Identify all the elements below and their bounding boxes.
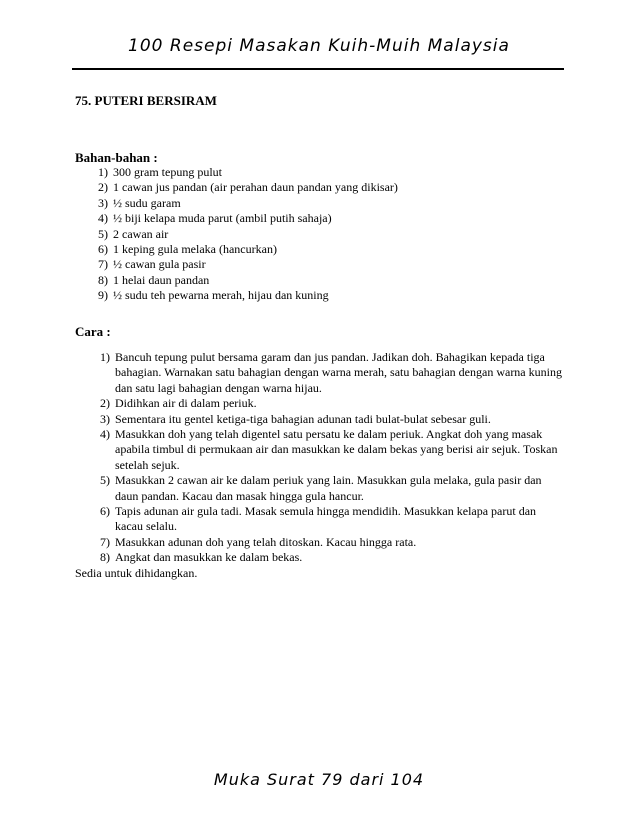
step-item-number: 3) <box>100 411 110 426</box>
closing-text: Sedia untuk dihidangkan. <box>75 566 198 580</box>
step-item <box>75 427 565 473</box>
step-item <box>75 473 565 504</box>
ingredient-item-text: 300 gram tepung pulut <box>113 165 222 179</box>
step-item-number: 8) <box>100 550 110 565</box>
method-heading: Cara : <box>75 324 111 339</box>
ingredient-item-number: 5) <box>98 226 108 241</box>
ingredient-item-number: 2) <box>98 180 108 195</box>
step-item <box>75 396 565 411</box>
step-item-text: Didihkan air di dalam periuk. <box>115 396 257 411</box>
ingredient-item-number: 7) <box>98 257 108 272</box>
steps-list <box>75 350 565 566</box>
ingredient-item-text: 1 keping gula melaka (hancurkan) <box>113 242 277 257</box>
step-item <box>75 350 565 396</box>
step-item-number: 4) <box>100 427 110 442</box>
ingredient-item-number: 9) <box>98 288 108 303</box>
step-item-text: Angkat dan masukkan ke dalam bekas. <box>115 550 303 565</box>
step-item <box>75 504 565 535</box>
ingredient-item-text: ½ sudu garam <box>113 195 181 210</box>
ingredient-item-text: ½ cawan gula pasir <box>113 257 206 272</box>
ingredient-item <box>75 180 555 195</box>
page-footer: Muka Surat 79 dari 104 <box>213 770 425 789</box>
step-item-text: Masukkan doh yang telah digentel satu persatu ke dalam periuk. Angkat doh yang masak apabila timbul di permukaan air dan masukkan ke dalam bekas yang berisi air sejuk. Toskan setelah sejuk. <box>115 427 558 472</box>
header-title: 100 Resepi Masakan Kuih-Muih Malaysia <box>128 36 510 56</box>
step-item-number: 5) <box>100 473 110 488</box>
step-item <box>75 550 565 565</box>
ingredients-heading: Bahan-bahan : <box>75 150 158 165</box>
ingredient-item <box>75 257 555 272</box>
ingredient-item <box>75 227 555 242</box>
ingredient-item-number: 8) <box>98 272 108 287</box>
ingredient-item-number: 6) <box>98 242 108 257</box>
step-item-number: 1) <box>100 350 110 364</box>
ingredient-item <box>75 273 555 288</box>
step-item <box>75 412 565 427</box>
step-item-text: Sementara itu gentel ketiga-tiga bahagian adunan tadi bulat-bulat sebesar guli. <box>115 411 491 426</box>
step-item-number: 6) <box>100 504 110 519</box>
ingredient-item-number: 1) <box>98 165 108 179</box>
ingredient-item <box>75 196 555 211</box>
step-item-number: 7) <box>100 534 110 549</box>
step-item-text: Tapis adunan air gula tadi. Masak semula hingga mendidih. Masukkan kelapa parut dan kacau selalu. <box>115 504 537 534</box>
ingredient-item <box>75 165 555 180</box>
ingredient-item-number: 3) <box>98 195 108 210</box>
step-item-text: Masukkan adunan doh yang telah ditoskan. Kacau hingga rata. <box>115 534 417 549</box>
ingredients-list <box>75 165 555 304</box>
recipe-title: 75. PUTERI BERSIRAM <box>75 93 217 108</box>
ingredient-item-text: ½ biji kelapa muda parut (ambil putih sahaja) <box>113 211 332 226</box>
step-item-text: Bancuh tepung pulut bersama garam dan jus pandan. Jadikan doh. Bahagikan kepada tiga bahagian. Warnakan satu bahagian dengan warna merah, satu bahagian dengan warna kuning dan satu lagi bahagian dengan warna hijau. <box>115 350 562 395</box>
ingredient-item <box>75 242 555 257</box>
ingredient-item-text: 1 helai daun pandan <box>113 272 210 287</box>
ingredient-item-number: 4) <box>98 211 108 226</box>
step-item-text: Masukkan 2 cawan air ke dalam periuk yang lain. Masukkan gula melaka, gula pasir dan daun pandan. Kacau dan masak hingga gula hancur. <box>115 473 542 503</box>
ingredient-item-text: 1 cawan jus pandan (air perahan daun pandan yang dikisar) <box>113 180 398 195</box>
step-item <box>75 535 565 550</box>
header-rule <box>72 68 564 70</box>
step-item-number: 2) <box>100 396 110 411</box>
ingredient-item <box>75 288 555 303</box>
ingredient-item <box>75 211 555 226</box>
ingredient-item-text: ½ sudu teh pewarna merah, hijau dan kuning <box>113 288 329 303</box>
ingredient-item-text: 2 cawan air <box>113 226 169 241</box>
